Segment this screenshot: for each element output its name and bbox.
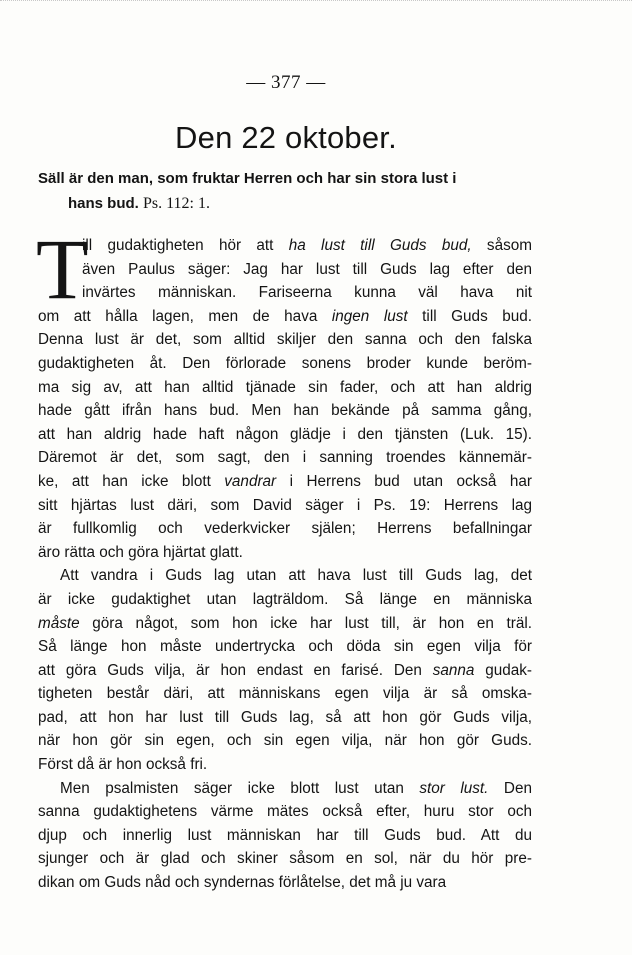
text-run: äro rätta och göra hjärtat glatt. xyxy=(38,543,243,561)
body-line xyxy=(38,470,532,494)
body-line xyxy=(38,777,532,801)
body-line xyxy=(38,281,532,305)
body-line xyxy=(38,494,532,518)
verse-text: hans bud. xyxy=(68,195,139,212)
verse-reference: Ps. 112: 1. xyxy=(143,195,210,212)
body-line xyxy=(38,659,532,683)
text-run: Men psalmisten säger icke blott lust utan xyxy=(60,779,420,797)
body-line xyxy=(38,328,532,352)
body-line xyxy=(38,612,532,636)
text-run: sitt hjärtas lust däri, som David säger i Ps. 19: Herrens lag xyxy=(38,496,532,514)
body-line xyxy=(38,564,532,588)
text-run: gudak- xyxy=(474,661,532,679)
body-line xyxy=(38,234,532,258)
text-run: ke, att han icke blott xyxy=(38,472,225,490)
body-line xyxy=(38,800,532,824)
text-run: Denna lust är det, som alltid skiljer den sanna och den falska xyxy=(38,331,532,349)
body-line xyxy=(38,305,532,329)
text-run: Att vandra i Guds lag utan att hava lust till Guds lag, det xyxy=(60,567,532,585)
emphasis-text: ingen lust xyxy=(331,307,408,325)
text-run: Den xyxy=(488,779,532,797)
text-run: i Herrens bud utan också har xyxy=(276,472,532,490)
text-run: att han aldrig hade haft någon glädje i den tjänsten (Luk. 15). xyxy=(38,425,532,443)
text-run: gudaktigheten åt. Den förlorade sonens broder kunde beröm- xyxy=(38,354,532,372)
scripture-verse xyxy=(38,166,538,216)
body-line xyxy=(38,376,532,400)
text-run: Först då är hon också fri. xyxy=(38,756,208,774)
body-line xyxy=(38,753,532,777)
text-run: Däremot är det, som sagt, den i sanning troendes kännemär- xyxy=(38,449,532,467)
text-run: hade gått ifrån hans bud. Men han bekände på samma gång, xyxy=(38,402,532,420)
emphasis-text: sanna xyxy=(432,661,475,679)
text-run: sanna gudaktighetens värme mätes också efter, huru stor och xyxy=(38,803,532,821)
text-run: är fullkomlig och vederkvicker själen; Herrens befallningar xyxy=(38,520,532,538)
text-run: om att hålla lagen, men de hava xyxy=(38,307,332,325)
drop-cap: T xyxy=(36,221,89,317)
emphasis-text: ha lust till Guds bud, xyxy=(288,237,472,254)
text-run: ill gudaktigheten hör att xyxy=(82,237,289,254)
text-run: tigheten består däri, att människans egen vilja är så omska- xyxy=(38,685,532,703)
text-run: djup och innerlig lust människan har till Guds bud. Att du xyxy=(38,826,532,844)
text-run: invärtes människan. Fariseerna kunna väl hava nit xyxy=(82,284,532,302)
text-run: såsom xyxy=(471,237,532,254)
body-line xyxy=(38,682,532,706)
text-run: till Guds bud. xyxy=(407,307,533,325)
body-text xyxy=(38,234,532,895)
body-line xyxy=(38,541,532,565)
emphasis-text: vandrar xyxy=(224,472,277,490)
body-line xyxy=(38,588,532,612)
body-line xyxy=(38,871,532,895)
text-run: att göra Guds vilja, är hon endast en farisé. Den xyxy=(38,661,433,679)
emphasis-text: måste xyxy=(38,614,80,632)
page-number: — 377 — xyxy=(246,72,326,93)
body-line xyxy=(38,706,532,730)
body-line xyxy=(38,446,532,470)
text-run: sjunger och är glad och skiner såsom en sol, när du hör pre- xyxy=(38,850,532,868)
text-run: dikan om Guds nåd och syndernas förlåtelse, det må ju vara xyxy=(38,874,447,892)
text-run: är icke gudaktighet utan lagträldom. Så länge en människa xyxy=(38,590,532,608)
body-line xyxy=(38,352,532,376)
body-line xyxy=(38,423,532,447)
emphasis-text: stor lust. xyxy=(419,779,489,797)
text-run: göra något, som hon icke har lust till, är hon en träl. xyxy=(79,614,532,632)
body-line xyxy=(38,258,532,282)
scan-edge xyxy=(0,0,632,5)
page-title: Den 22 oktober. xyxy=(175,120,397,155)
text-run: ma sig av, att han alltid tjänade sin fader, och att han aldrig xyxy=(38,378,532,396)
text-run: pad, att hon har lust till Guds lag, så att hon gör Guds vilja, xyxy=(38,708,532,726)
text-run: Så länge hon måste undertrycka och döda sin egen vilja för xyxy=(38,638,532,656)
verse-line-2 xyxy=(38,191,538,216)
verse-line-1: Säll är den man, som fruktar Herren och har sin stora lust i xyxy=(38,170,457,187)
body-line xyxy=(38,847,532,871)
text-run: när hon gör sin egen, och sin egen vilja, när hon gör Guds. xyxy=(38,732,532,750)
body-line xyxy=(38,399,532,423)
body-line xyxy=(38,729,532,753)
body-line xyxy=(38,824,532,848)
body-line xyxy=(38,635,532,659)
body-line xyxy=(38,517,532,541)
text-run: även Paulus säger: Jag har lust till Guds lag efter den xyxy=(82,260,532,278)
